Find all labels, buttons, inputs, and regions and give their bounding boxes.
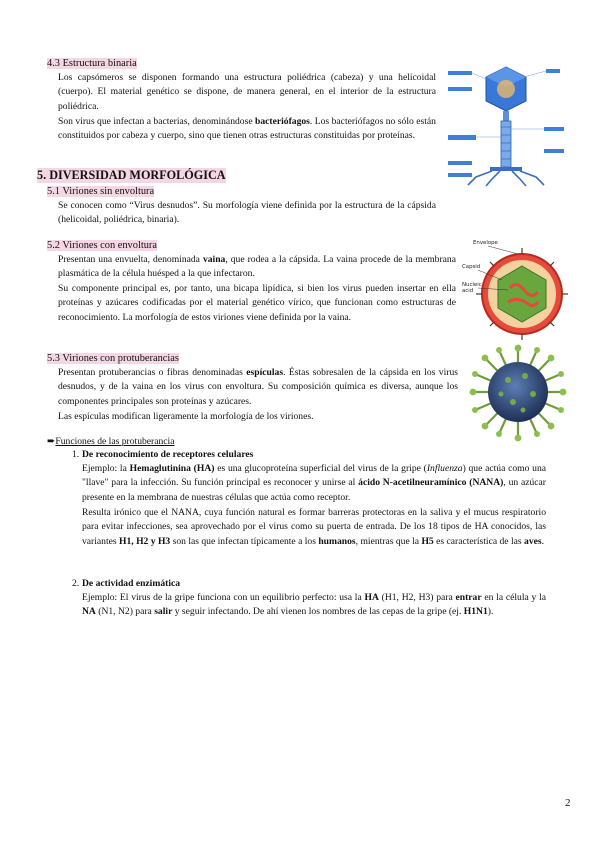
page-number: 2 [565, 797, 571, 809]
section-4-3-heading: 4.3 Estructura binaria [47, 58, 137, 69]
bacteriophage-diagram [446, 65, 568, 187]
label-envelope: Envelope [473, 240, 498, 246]
section-5-2-paragraph-2: Su componente principal es, por tanto, una bicapa lipídica, si bien los virus pueden insertar en ella proteínas y azúcares codificadas por el material genético vírico, que funcionan como estructuras de reconocimiento. La morfología de estos viriones viene definida por la vaina. [58, 283, 456, 323]
function-2-number: 2. [72, 578, 80, 589]
section-5-heading: 5. DIVERSIDAD MORFOLÓGICA [37, 168, 226, 182]
function-1-number: 1. [72, 449, 80, 460]
section-5-1-heading: 5.1 Viriones sin envoltura [47, 186, 155, 197]
section-5-3-paragraph-1: Presentan protuberancias o fibras denominadas espículas. Éstas sobresalen de la cápsida en los virus desnudos, y de la vaina en los virus con envoltura. Su composición química es diversa, aunque los componentes principales son proteínas y azúcares. [58, 367, 458, 407]
function-1-title: De reconocimiento de receptores celulares [82, 449, 254, 460]
function-2-paragraph: Ejemplo: El virus de la gripe funciona con un equilibrio perfecto: usa la HA (H1, H2, H3) para entrar en la célula y la NA (N1, N2) para salir y seguir infectando. De ahí vienen los nombres de las cepas de la gripe (ej. H1N1). [82, 592, 546, 618]
bacteriophage-figure [446, 65, 568, 187]
enveloped-virus-figure [458, 240, 570, 340]
function-1-paragraph-2: Resulta irónico que el NANA, cuya función natural es formar barreras protectoras en la saliva y el mucus respiratorio para evitar infecciones, sea aprovechado por el virus como su puerta de entrada. De los 18 tipos de HA conocidos, las variantes H1, H2 y H3 son las que infectan típicamente a los humanos, mientras que la H5 es característica de las aves. [82, 507, 546, 547]
section-5-1-paragraph: Se conocen como “Virus desnudos”. Su morfología viene definida por la estructura de la cápsida (helicoidal, poliédrica, binaria). [58, 200, 436, 226]
functions-heading: ➨Funciones de las protuberancia [47, 436, 175, 447]
section-4-3-paragraph-2: Son virus que infectan a bacterias, denominándose bacteriófagos. Los bacteriófagos no sólo están constituidos por cabeza y cuerpo, sino que tienen otras estructuras constituidas por proteínas. [58, 116, 436, 142]
function-2-title: De actividad enzimática [82, 578, 181, 589]
section-5-3-paragraph-2: Las espículas modifican ligeramente la morfología de los viriones. [58, 411, 314, 422]
section-4-3-paragraph-1: Los capsómeros se disponen formando una estructura poliédrica (cabeza) y una helicoidal (cuerpo). El material genético se dispone, de manera general, en el interior de la estructura poliédrica. [58, 72, 436, 112]
section-5-2-heading: 5.2 Viriones con envoltura [47, 240, 157, 251]
section-5-2-paragraph-1: Presentan una envuelta, denominada vaina, que rodea a la cápsida. La vaina procede de la membrana plasmática de la célula huésped a la que infectaron. [58, 254, 456, 280]
function-1-paragraph-1: Ejemplo: la Hemaglutinina (HA) es una glucoproteína superficial del virus de la gripe (Influenza) que actúa como una "llave" para la infección. Su función principal es reconocer y unirse al ácido N-acetilneuramínico (NANA), un azúcar presente en la membrana de nuestras células que actúa como receptor. [82, 463, 547, 503]
section-5-3-heading: 5.3 Viriones con protuberancias [47, 353, 179, 364]
spiked-virus-image [463, 342, 573, 442]
label-capsid: Capsid [462, 264, 481, 270]
spiked-virus-figure [463, 342, 573, 442]
label-nucleic-acid: Nucleic acid [462, 282, 482, 294]
arrow-bullet-icon: ➨ [47, 436, 56, 447]
